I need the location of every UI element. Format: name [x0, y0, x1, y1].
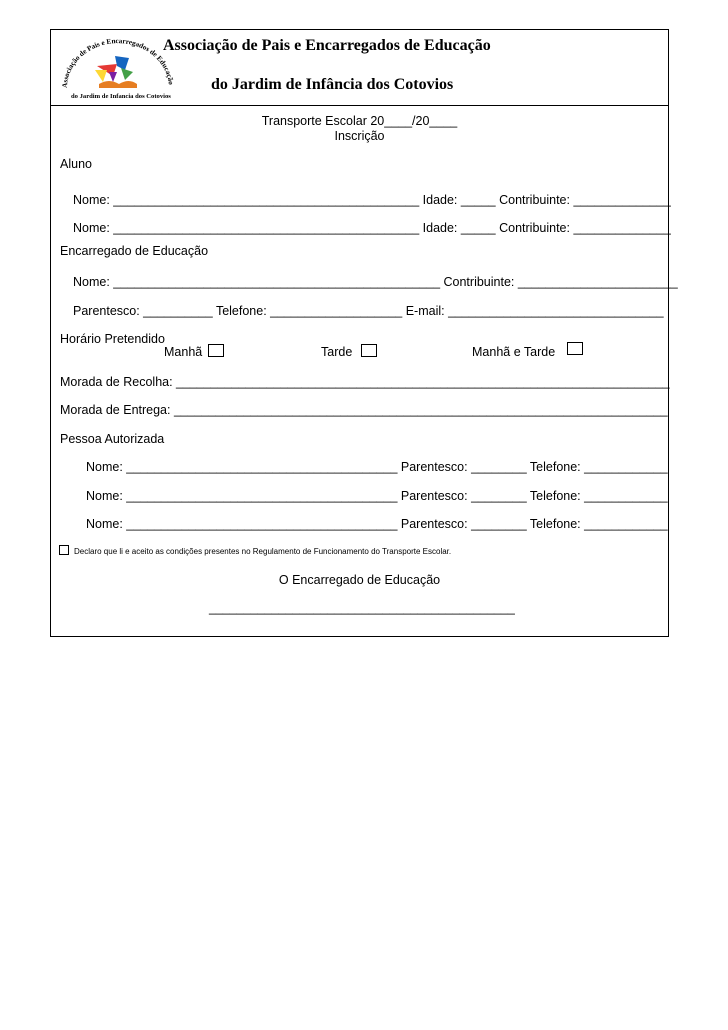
- encarregado-section-label: Encarregado de Educação: [60, 244, 209, 258]
- morada-entrega-row[interactable]: Morada de Entrega: _______________________________________________________________________: [60, 403, 668, 417]
- encarregado-row-1[interactable]: Nome: _______________________________________________ Contribuinte: _______________________: [73, 275, 678, 289]
- morada-recolha-row[interactable]: Morada de Recolha: _______________________________________________________________________: [60, 375, 670, 389]
- association-logo-icon: [59, 36, 179, 102]
- horario-option-tarde: Tarde: [321, 345, 353, 359]
- kindergarten-title: do Jardim de Infância dos Cotovios: [211, 76, 454, 93]
- tarde-checkbox[interactable]: [361, 344, 377, 357]
- pessoa-row-1[interactable]: Nome: _______________________________________ Parentesco: ________ Telefone: ____________: [86, 460, 668, 474]
- registration-form: [50, 29, 678, 637]
- declaration-text: Declaro que li e aceito as condições presentes no Regulamento de Funcionamento do Transporte Escolar.: [74, 547, 452, 556]
- form-header: [51, 30, 668, 106]
- aluno-row-2[interactable]: Nome: ____________________________________________ Idade: _____ Contribuinte: ______________: [73, 221, 671, 235]
- encarregado-row-2[interactable]: Parentesco: __________ Telefone: ___________________ E-mail: _______________________________: [73, 304, 664, 318]
- horario-section-label: Horário Pretendido: [60, 332, 165, 346]
- logo-arc-text: Associação de Pais e Encarregados de Educação: [60, 37, 175, 89]
- form-title: Transporte Escolar 20____/20____: [261, 114, 458, 128]
- aluno-row-1[interactable]: Nome: ____________________________________________ Idade: _____ Contribuinte: ______________: [73, 193, 671, 207]
- logo-caption: do Jardim de Infancia dos Cotovios: [71, 93, 171, 100]
- form-subtitle: Inscrição: [334, 129, 385, 143]
- manha-tarde-checkbox[interactable]: [567, 342, 583, 355]
- signature-line[interactable]: ____________________________________________: [209, 601, 515, 615]
- manha-checkbox[interactable]: [208, 344, 224, 357]
- horario-option-manha-tarde: Manhã e Tarde: [472, 345, 556, 359]
- signature-label: O Encarregado de Educação: [278, 573, 441, 587]
- pessoa-row-3[interactable]: Nome: _______________________________________ Parentesco: ________ Telefone: ____________: [86, 517, 668, 531]
- pessoa-section-label: Pessoa Autorizada: [60, 432, 165, 446]
- horario-option-manha: Manhã: [164, 345, 203, 359]
- association-title: Associação de Pais e Encarregados de Educação: [163, 37, 491, 54]
- pessoa-row-2[interactable]: Nome: _______________________________________ Parentesco: ________ Telefone: ____________: [86, 489, 668, 503]
- declaration-checkbox[interactable]: [59, 545, 69, 555]
- aluno-section-label: Aluno: [60, 157, 92, 171]
